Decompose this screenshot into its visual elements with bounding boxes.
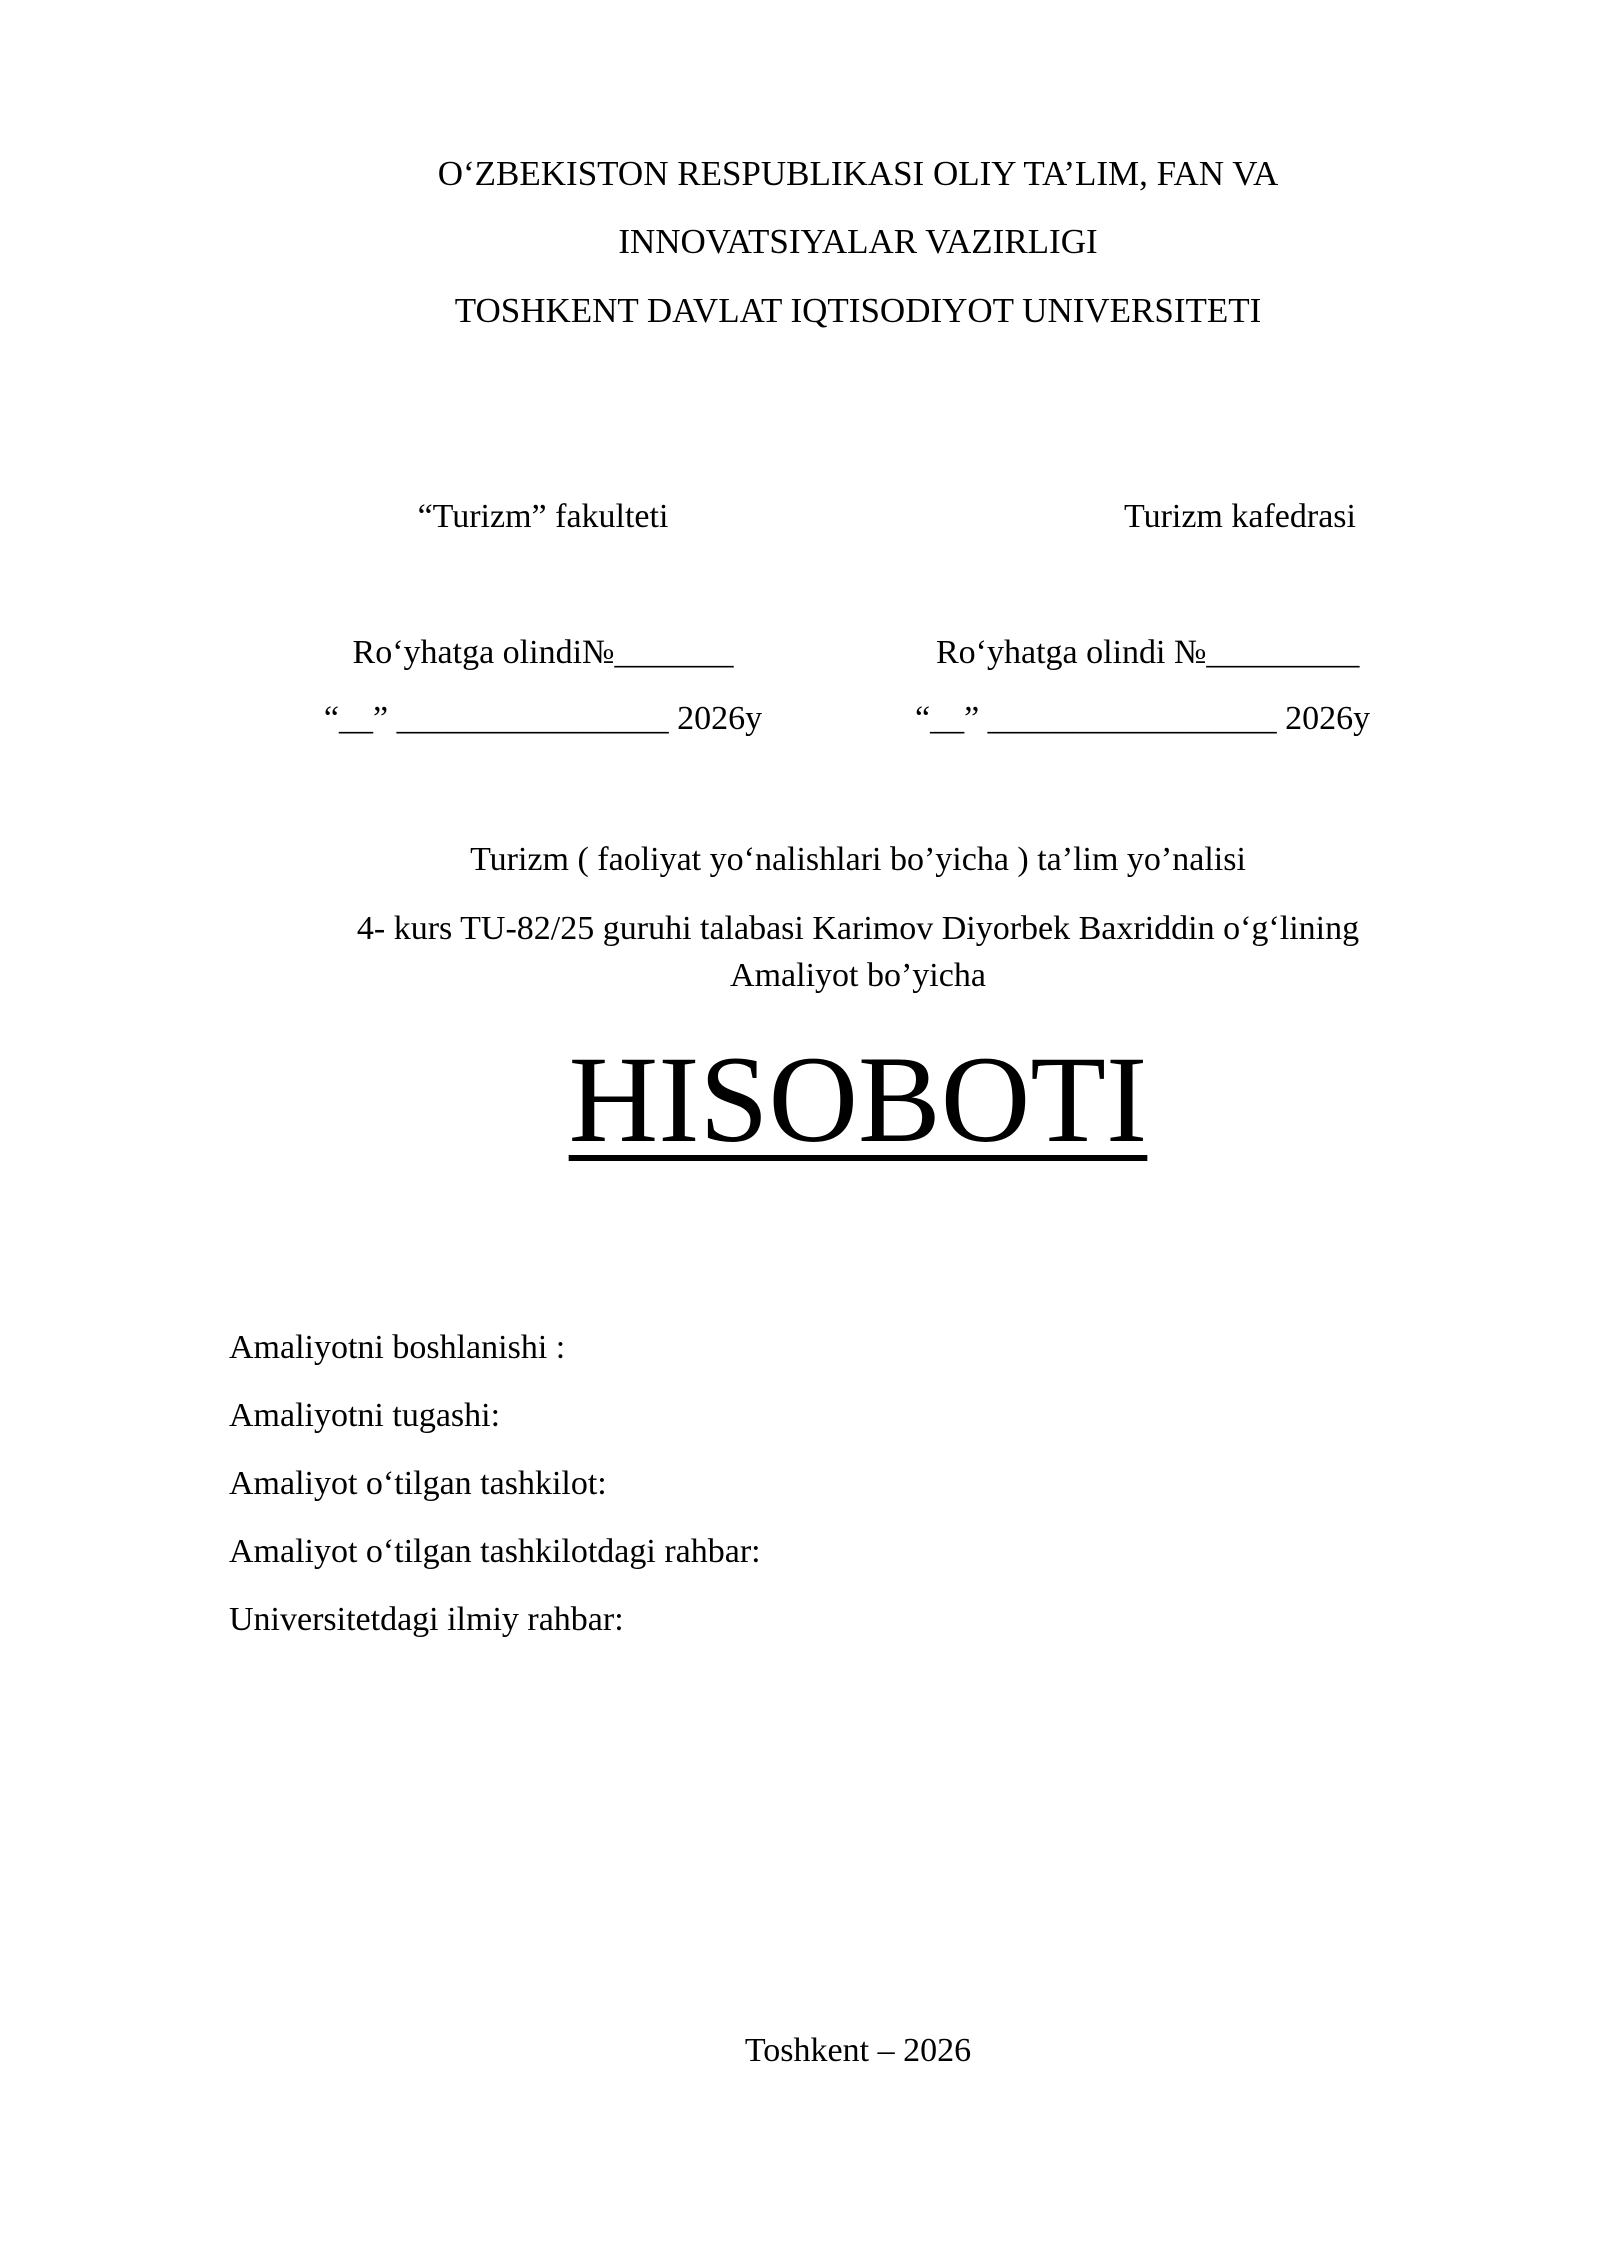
student-info: 4- kurs TU-82/25 guruhi talabasi Karimov Diyorbek Baxriddin o‘g‘lining bbox=[356, 910, 1360, 947]
department-name: Turizm kafedrasi bbox=[1124, 498, 1356, 535]
practice-end-label: Amaliyotni tugashi: bbox=[229, 1397, 501, 1434]
registration-date-left: “__” ________________ 2026y bbox=[323, 700, 763, 737]
organization-supervisor-label: Amaliyot o‘tilgan tashkilotdagi rahbar: bbox=[229, 1533, 761, 1570]
footer-city-year: Toshkent – 2026 bbox=[744, 2032, 972, 2069]
faculty-name: “Turizm” fakulteti bbox=[417, 498, 669, 535]
ministry-name-line1: O‘ZBEKISTON RESPUBLIKASI OLIY TA’LIM, FAN VA bbox=[437, 154, 1279, 193]
ministry-name-line2: INNOVATSIYALAR VAZIRLIGI bbox=[618, 222, 1098, 261]
report-title: HISOBOTI bbox=[568, 1031, 1148, 1168]
practice-subtitle: Amaliyot bo’yicha bbox=[730, 957, 986, 994]
education-direction: Turizm ( faoliyat yo‘nalishlari bo’yicha ) ta’lim yo’nalisi bbox=[470, 841, 1246, 878]
registration-number-right: Ro‘yhatga olindi №_________ bbox=[936, 634, 1360, 671]
university-name: TOSHKENT DAVLAT IQTISODIYOT UNIVERSITETI bbox=[454, 291, 1262, 330]
practice-organization-label: Amaliyot o‘tilgan tashkilot: bbox=[229, 1465, 607, 1502]
registration-date-right: “__” _________________ 2026y bbox=[915, 700, 1371, 737]
practice-start-label: Amaliyotni boshlanishi : bbox=[229, 1329, 566, 1366]
registration-number-left: Ro‘yhatga olindi№_______ bbox=[352, 634, 734, 671]
university-supervisor-label: Universitetdagi ilmiy rahbar: bbox=[229, 1601, 624, 1638]
